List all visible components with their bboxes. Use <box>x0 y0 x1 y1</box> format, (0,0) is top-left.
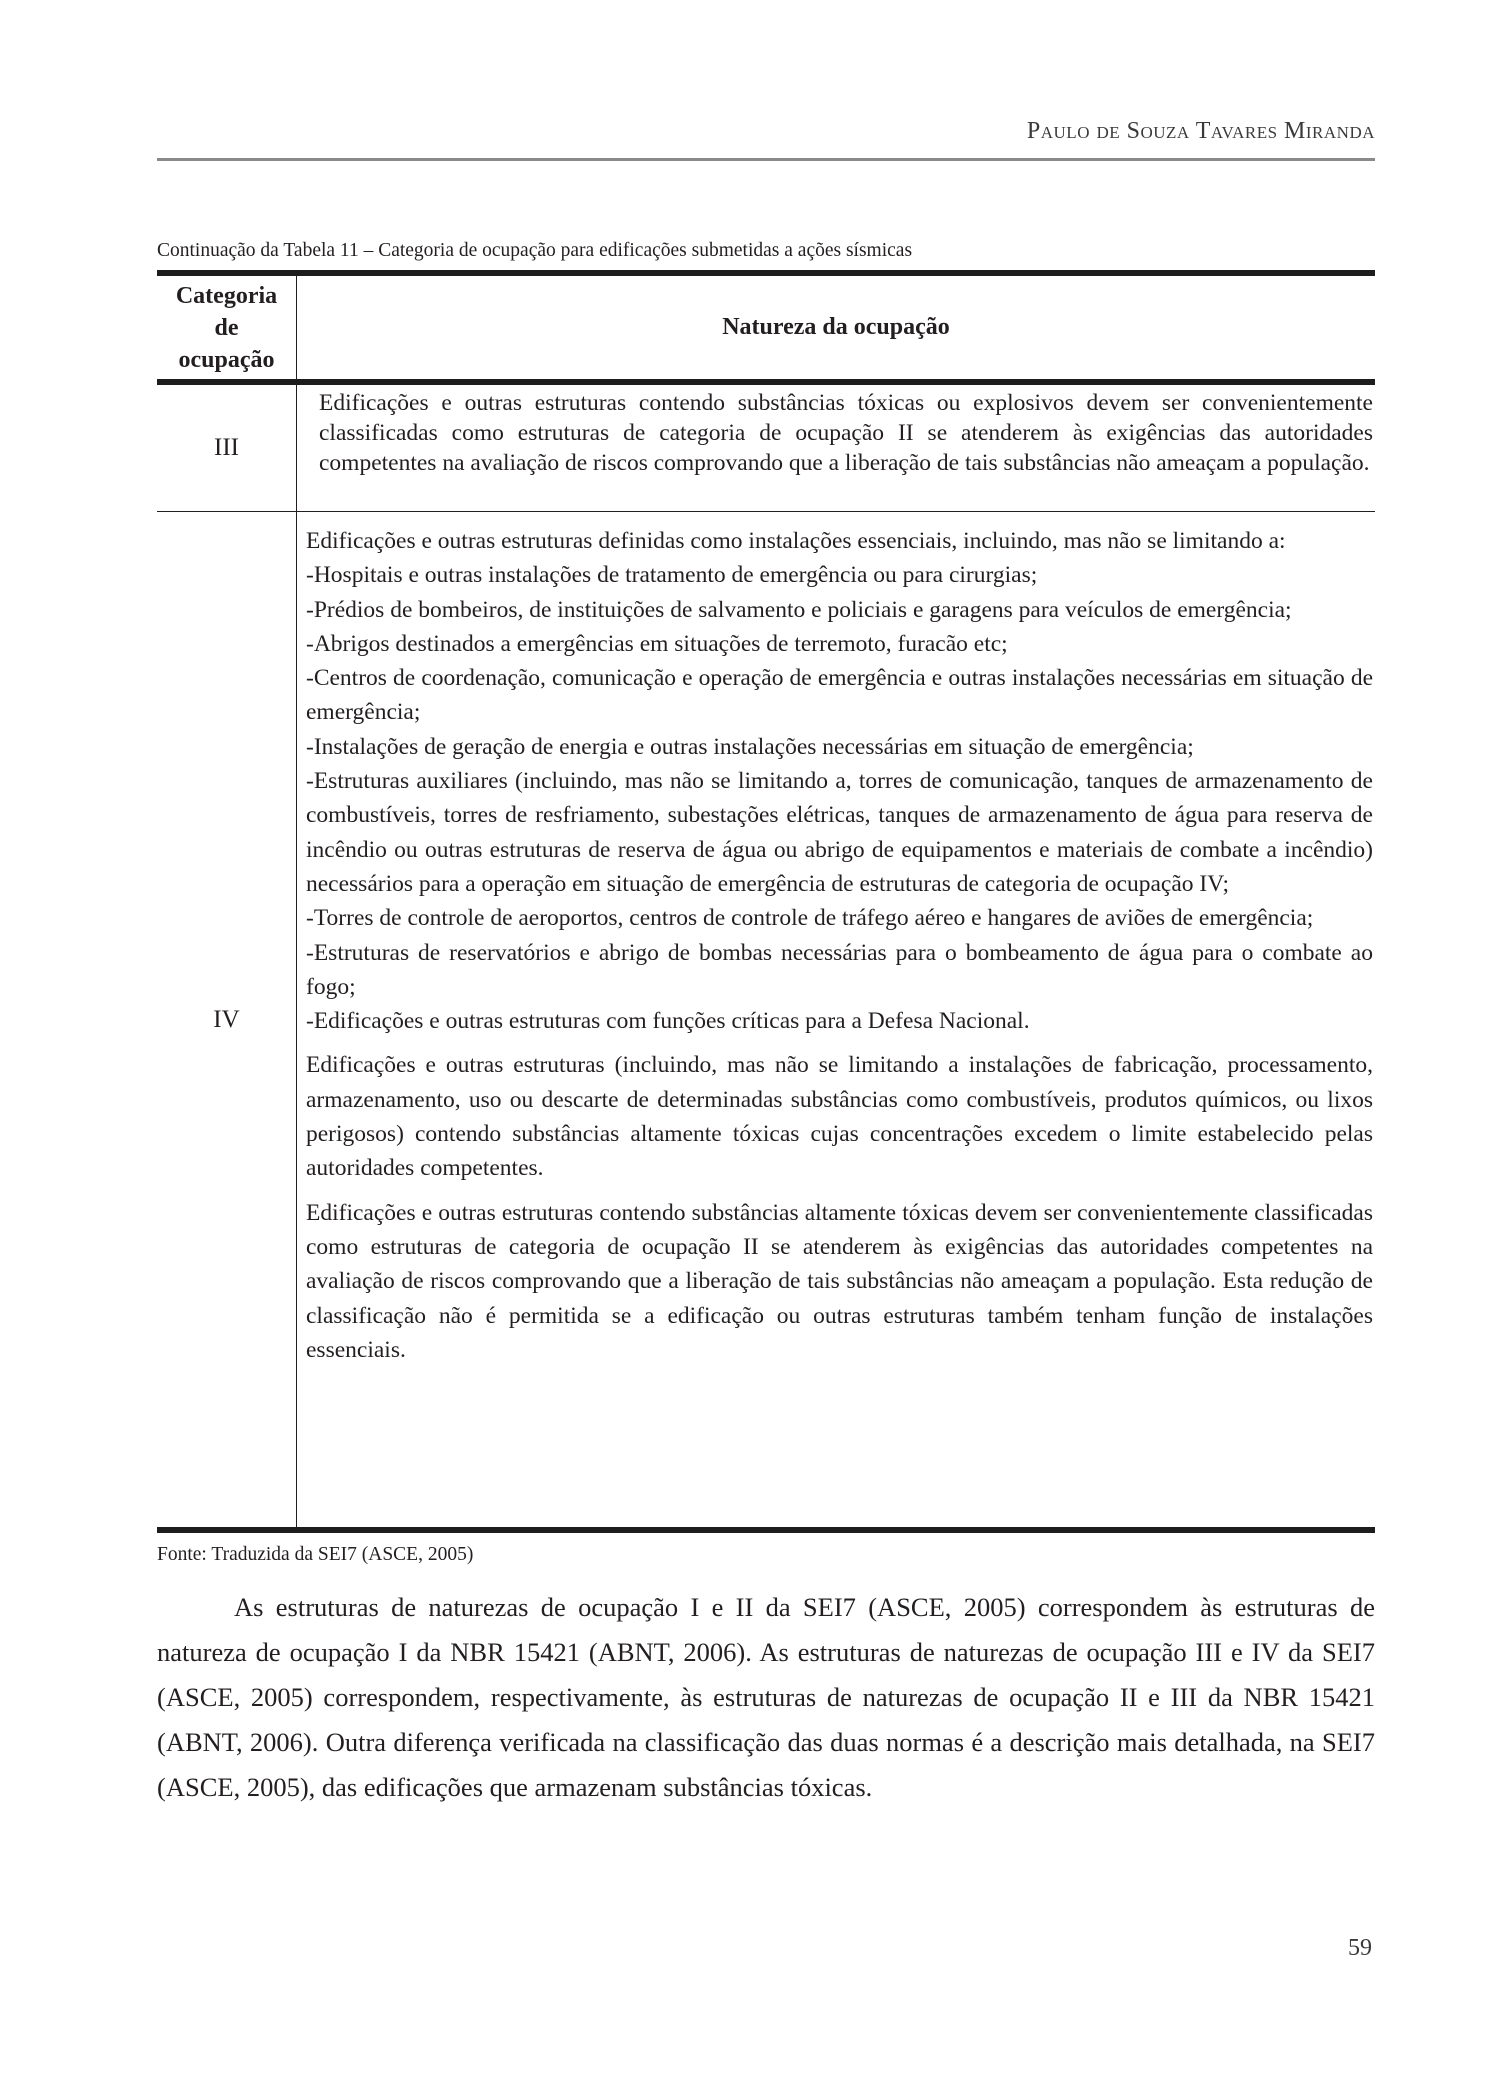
list-item: -Prédios de bombeiros, de instituições de salvamento e policiais e garagens para veículos de emergência; <box>306 596 1292 623</box>
occupancy-category-table <box>157 270 1375 1533</box>
body-paragraph: As estruturas de naturezas de ocupação I e II da SEI7 (ASCE, 2005) correspondem às estruturas de natureza de ocupação I da NBR 15421 (ABNT, 2006). As estruturas de naturezas de ocupação III e IV da SEI7 (ASCE, 2005) correspondem, respectivamente, às estruturas de naturezas de ocupação II e III da NBR 15421 (ABNT, 2006). Outra diferença verificada na classificação das duas normas é a descrição mais detalhada, na SEI7 (ASCE, 2005), das edificações que armazenam substâncias tóxicas. <box>157 1592 1375 1802</box>
list-item: -Torres de controle de aeroportos, centros de controle de tráfego aéreo e hangares de aviões de emergência; <box>306 905 1314 932</box>
table-header-row <box>157 276 1375 379</box>
body-text <box>157 1585 1375 1810</box>
table-bottom-rule <box>157 1527 1375 1533</box>
header-nature: Natureza da ocupação <box>722 314 950 340</box>
list-item: -Estruturas de reservatórios e abrigo de bombas necessárias para o bombeamento de água para o combate ao fogo; <box>306 939 1373 1000</box>
category-cell: III <box>157 385 297 511</box>
header-category-line: Categoria <box>175 282 278 309</box>
nature-paragraph: Edificações e outras estruturas contendo substâncias altamente tóxicas devem ser convenientemente classificadas como estruturas de categoria de ocupação II se atenderem às exigências das autoridades competentes na avaliação de riscos comprovando que a liberação de tais substâncias não ameaçam a população. Esta redução de classificação não é permitida se a edificação ou outras estruturas também tenham função de instalações essenciais. <box>306 1199 1373 1363</box>
nature-cell: Edificações e outras estruturas contendo substâncias tóxicas ou explosivos devem ser convenientemente classificadas como estruturas de categoria de ocupação II se atenderem às exigências das autoridades competentes na avaliação de riscos comprovando que a liberação de tais substâncias não ameaçam a população. <box>319 390 1373 476</box>
nature-intro: Edificações e outras estruturas definidas como instalações essenciais, incluindo, mas não se limitando a: <box>306 528 1286 554</box>
page-number: 59 <box>1348 1935 1372 1961</box>
header-category-line: de <box>214 314 239 341</box>
table-row <box>157 512 1375 1527</box>
list-item: -Instalações de geração de energia e outras instalações necessárias em situação de emergência; <box>306 733 1194 760</box>
running-head-author: Paulo de Souza Tavares Miranda <box>1026 118 1375 144</box>
nature-paragraph: Edificações e outras estruturas (incluindo, mas não se limitando a instalações de fabricação, processamento, armazenamento, uso ou descarte de determinadas substâncias como combustíveis, produtos químicos, ou lixos perigosos) contendo substâncias altamente tóxicas cujas concentrações excedem o limite estabelecido pelas autoridades competentes. <box>306 1052 1373 1182</box>
header-category <box>157 276 297 379</box>
list-item: -Abrigos destinados a emergências em situações de terremoto, furacão etc; <box>306 630 1008 657</box>
table-row <box>157 385 1375 512</box>
category-cell: IV <box>157 512 297 1527</box>
nature-cell <box>297 512 1375 1527</box>
table-caption: Continuação da Tabela 11 – Categoria de ocupação para edificações submetidas a ações sísmicas <box>157 240 913 261</box>
list-item: -Hospitais e outras instalações de tratamento de emergência ou para cirurgias; <box>306 562 1038 589</box>
list-item: -Centros de coordenação, comunicação e operação de emergência e outras instalações necessárias em situação de emergência; <box>306 665 1373 726</box>
table-source: Fonte: Traduzida da SEI7 (ASCE, 2005) <box>157 1544 474 1565</box>
header-rule <box>157 158 1375 161</box>
list-item: -Estruturas auxiliares (incluindo, mas não se limitando a, torres de comunicação, tanques de armazenamento de combustíveis, torres de resfriamento, subestações elétricas, tanques de armazenamento de água para reserva de incêndio ou outras estruturas de reserva de água ou abrigo de equipamentos e materiais de combate a incêndio) necessários para a operação em situação de emergência de estruturas de categoria de ocupação IV; <box>306 768 1373 897</box>
list-item: -Edificações e outras estruturas com funções críticas para a Defesa Nacional. <box>306 1008 1030 1035</box>
header-category-line: ocupação <box>178 346 275 373</box>
